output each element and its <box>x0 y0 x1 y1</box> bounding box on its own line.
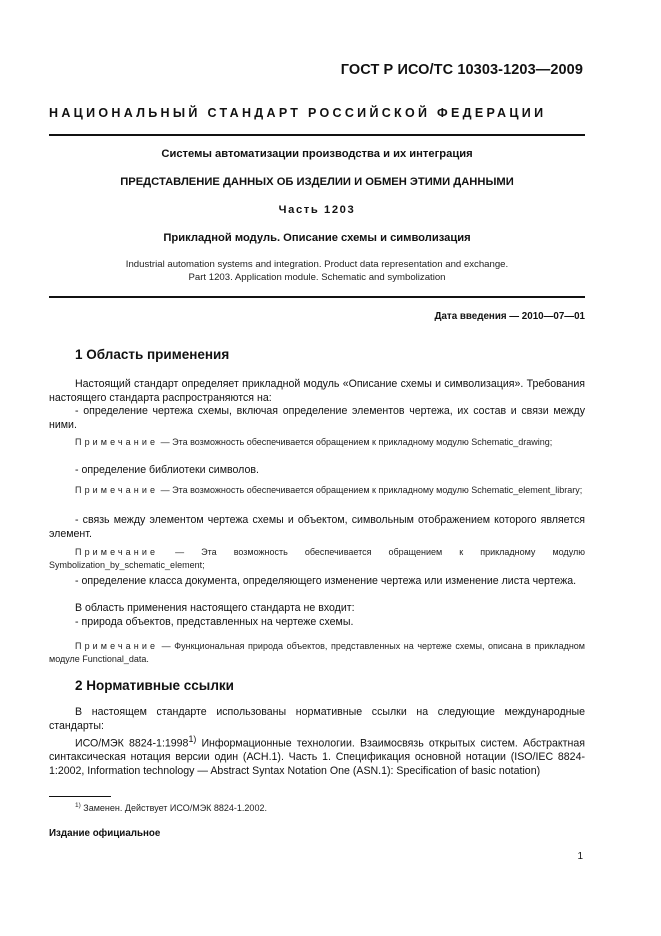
note-label: Примечание <box>75 485 159 495</box>
section2-paragraph1: В настоящем стандарте использованы нормативные ссылки на следующие международные стандарты: <box>49 706 585 732</box>
scope-item5: - природа объектов, представленных на чертеже схемы. <box>75 616 354 628</box>
page-number: 1 <box>577 851 583 862</box>
section2-heading: 2 Нормативные ссылки <box>75 678 234 693</box>
edition-label: Издание официальное <box>49 828 161 839</box>
module-title: Прикладной модуль. Описание схемы и символизация <box>163 232 471 244</box>
note4: Примечание — Функциональная природа объектов, представленных на чертеже схемы, описана в прикладном модуле Functional_data. <box>49 641 585 664</box>
section1-paragraph1: Настоящий стандарт определяет прикладной модуль «Описание схемы и символизация». Требования настоящего стандарта распространяются на: <box>49 378 585 404</box>
note-label: Примечание <box>75 641 159 651</box>
scope-item2: - определение библиотеки символов. <box>75 464 259 476</box>
document-code: ГОСТ Р ИСО/ТС 10303-1203—2009 <box>340 62 583 78</box>
scope-item3: - связь между элементом чертежа схемы и объектом, символьным отображением которого является элемент. <box>49 514 585 540</box>
title-rule <box>49 296 585 298</box>
note3: Примечание — Эта возможность обеспечивается обращением к прикладному модулю Symbolization_by_schematic_element; <box>49 547 585 570</box>
english-title-line1: Industrial automation systems and integration. Product data representation and exchange. <box>125 259 509 270</box>
note2: Примечание — Эта возможность обеспечивается обращением к прикладному модулю Schematic_element_library; <box>75 485 583 495</box>
footnote-rule <box>49 796 111 797</box>
english-title <box>49 258 585 284</box>
note-label: Примечание <box>75 437 159 447</box>
series-title: Системы автоматизации производства и их интеграция <box>161 148 473 160</box>
national-standard-banner: НАЦИОНАЛЬНЫЙ СТАНДАРТ РОССИЙСКОЙ ФЕДЕРАЦИИ <box>49 106 547 120</box>
scope-item1: - определение чертежа схемы, включая определение элементов чертежа, их состав и связи между ними. <box>49 405 585 431</box>
section1-heading: 1 Область применения <box>75 347 230 362</box>
note1: Примечание — Эта возможность обеспечивается обращением к прикладному модулю Schematic_drawing; <box>75 437 553 447</box>
note-label: Примечание <box>75 547 159 557</box>
part-title: Часть 1203 <box>278 204 356 216</box>
footnote: $^{1)}$ Заменен. Действует ИСО/МЭК 8824-1.2002. <box>75 802 267 813</box>
english-title-line2: Part 1203. Application module. Schematic and symbolization <box>188 272 446 283</box>
main-title: ПРЕДСТАВЛЕНИЕ ДАННЫХ ОБ ИЗДЕЛИИ И ОБМЕН ЭТИМИ ДАННЫМИ <box>120 176 514 188</box>
header-rule <box>49 134 585 136</box>
normative-reference1: ИСО/МЭК 8824-1:1998$^{1)}$ Информационные технологии. Взаимосвязь открытых систем. Абстрактная синтаксическая нотация версии один (АСН.1). Часть 1. Спецификация основной нотации (ISO/IEC 8824-1:2002, Information technology — Abstract Syntax Notation One (ASN.1): Specification of basic notation) <box>49 734 585 777</box>
scope-item4: - определение класса документа, определяющего изменение чертежа или изменение листа чертежа. <box>75 575 577 587</box>
introduction-date: Дата введения — 2010—07—01 <box>434 311 585 322</box>
section1-paragraph2: В область применения настоящего стандарта не входит: <box>75 602 355 614</box>
